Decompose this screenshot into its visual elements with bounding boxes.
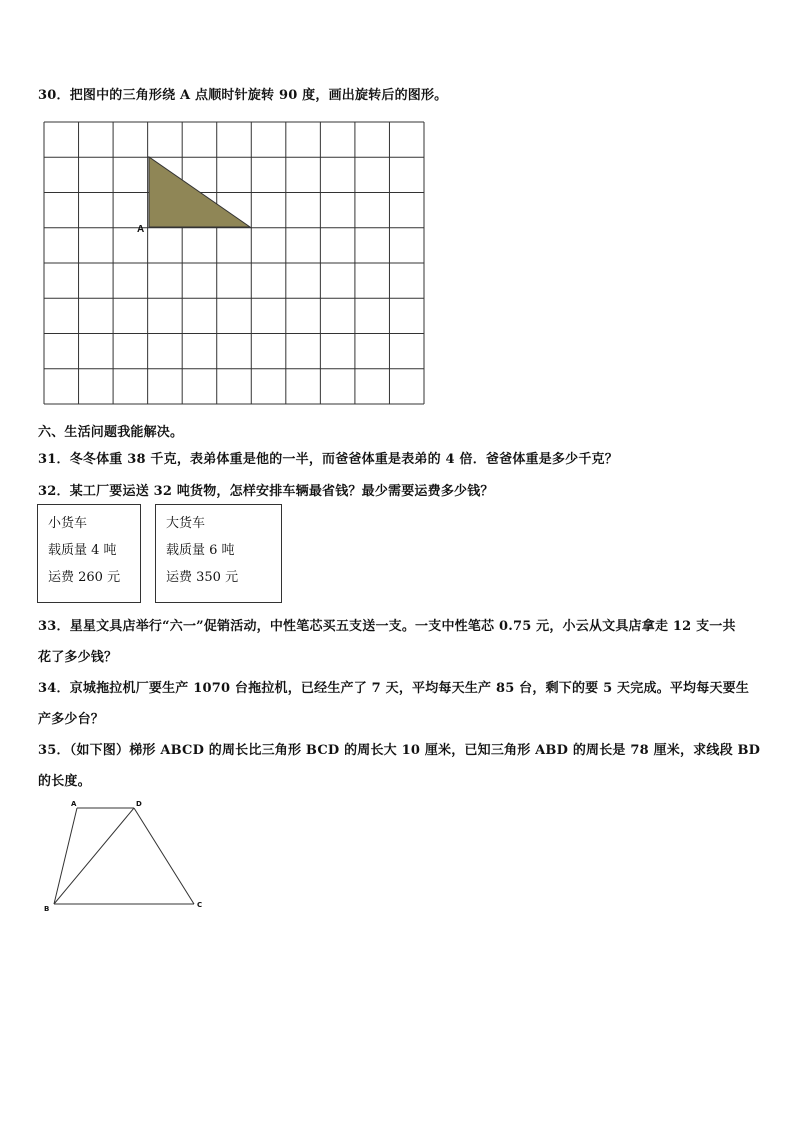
large-truck-box (155, 504, 282, 603)
question-33-line2: 花了多少钱？ (38, 650, 118, 665)
diagonal-bd (54, 808, 134, 904)
large-truck-capacity: 载质量 6 吨 (166, 543, 235, 558)
question-35-line1: 35．（如下图）梯形 ABCD 的周长比三角形 BCD 的周长大 10 厘米，已知三角形 ABD 的周长是 78 厘米，求线段 BD (38, 743, 761, 758)
question-35-line2: 的长度。 (38, 774, 91, 789)
vertex-d-label: D (136, 800, 142, 808)
question-30: 30．把图中的三角形绕 A 点顺时针旋转 90 度，画出旋转后的图形。 (38, 88, 448, 103)
vertex-b-label: B (44, 905, 50, 913)
question-33-line1: 33．星星文具店举行“六一”促销活动，中性笔芯买五支送一支。一支中性笔芯 0.75 元，小云从文具店拿走 12 支一共 (38, 619, 736, 634)
question-31: 31．冬冬体重 38 千克，表弟体重是他的一半，而爸爸体重是表弟的 4 倍．爸爸体重是多少千克？ (38, 452, 618, 467)
question-32: 32．某工厂要运送 32 吨货物，怎样安排车辆最省钱？最少需要运费多少钱？ (38, 484, 494, 499)
question-34-line2: 产多少台？ (38, 712, 105, 727)
small-truck-cost: 运费 260 元 (48, 570, 121, 585)
large-truck-name: 大货车 (166, 516, 206, 531)
small-truck-box (37, 504, 141, 603)
section-6-title: 六、生活问题我能解决。 (38, 425, 184, 440)
question-34-line1: 34．京城拖拉机厂要生产 1070 台拖拉机，已经生产了 7 天，平均每天生产 85 台，剩下的要 5 天完成。平均每天要生 (38, 681, 750, 696)
point-a-label: A (137, 224, 145, 235)
side-ab (54, 808, 77, 904)
small-truck-capacity: 载质量 4 吨 (48, 543, 117, 558)
vertex-c-label: C (197, 901, 203, 909)
rotation-grid (0, 0, 794, 420)
vertex-a-label: A (71, 800, 77, 808)
side-dc (134, 808, 194, 904)
large-truck-cost: 运费 350 元 (166, 570, 239, 585)
small-truck-name: 小货车 (48, 516, 88, 531)
grid-lines (44, 122, 424, 404)
